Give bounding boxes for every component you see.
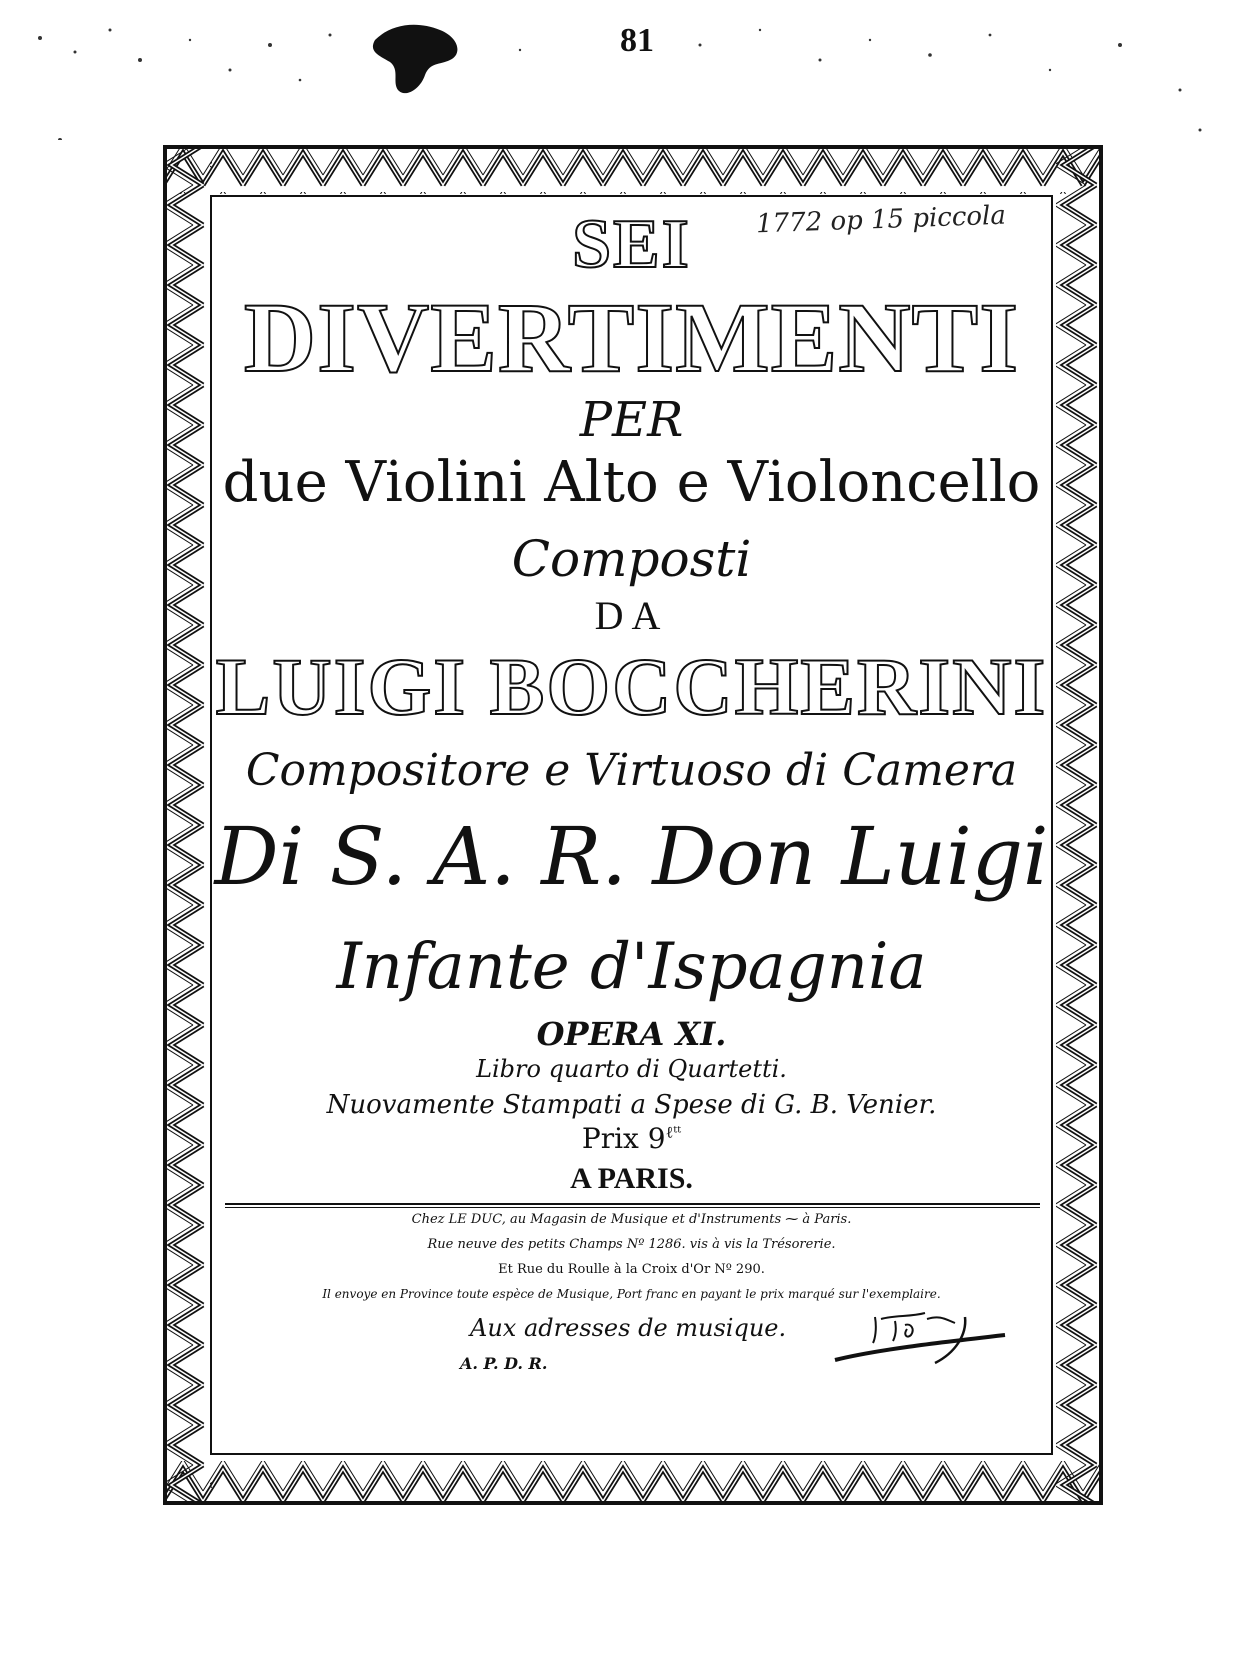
privilege-mark: A. P. D. R. xyxy=(460,1354,548,1373)
scan-speckles xyxy=(0,0,1246,140)
patron: Di S. A. R. Don Luigi xyxy=(214,810,1049,903)
title-sei: SEI xyxy=(572,206,691,283)
price-unit: ℓᵗᵗ xyxy=(665,1122,682,1142)
divider-top xyxy=(225,1203,1040,1205)
printing-note: Nuovamente Stampati a Spese di G. B. Venier. xyxy=(326,1090,937,1120)
page-number: 81 xyxy=(620,22,654,59)
place: A PARIS. xyxy=(570,1162,693,1195)
price xyxy=(210,1122,1053,1155)
imprint-line-2: Rue neuve des petits Champs Nº 1286. vis à vis la Trésorerie. xyxy=(427,1237,836,1252)
book: Libro quarto di Quartetti. xyxy=(476,1055,787,1083)
opus: OPERA XI. xyxy=(536,1015,727,1053)
composer-role: Compositore e Virtuoso di Camera xyxy=(245,745,1018,796)
title-per: PER xyxy=(579,392,684,448)
patron-title: Infante d'Ispagnia xyxy=(336,930,927,1004)
instruments: due Violini Alto e Violoncello xyxy=(222,450,1041,515)
imprint-line-1: Chez LE DUC, au Magasin de Musique et d'Instruments ⁓ à Paris. xyxy=(411,1212,852,1227)
composer-name: LUIGI BOCCHERINI xyxy=(215,641,1048,732)
ink-blot xyxy=(370,20,465,100)
imprint-line-4: Il envoye en Province toute espèce de Musique, Port franc en payant le prix marqué sur l'exemplaire. xyxy=(322,1287,941,1301)
price-text: Prix 9 xyxy=(581,1122,666,1155)
composti: Composti xyxy=(511,530,752,588)
handwritten-note: 1772 op 15 piccola xyxy=(755,200,1007,240)
title-divertimenti: DIVERTIMENTI xyxy=(243,282,1020,393)
divider-top-thin xyxy=(225,1207,1040,1208)
handwritten-signature xyxy=(815,1305,1015,1375)
addresses-note: Aux adresses de musique. xyxy=(470,1314,787,1342)
imprint-line-3: Et Rue du Roulle à la Croix d'Or Nº 290. xyxy=(498,1262,765,1277)
da: DA xyxy=(594,593,669,638)
